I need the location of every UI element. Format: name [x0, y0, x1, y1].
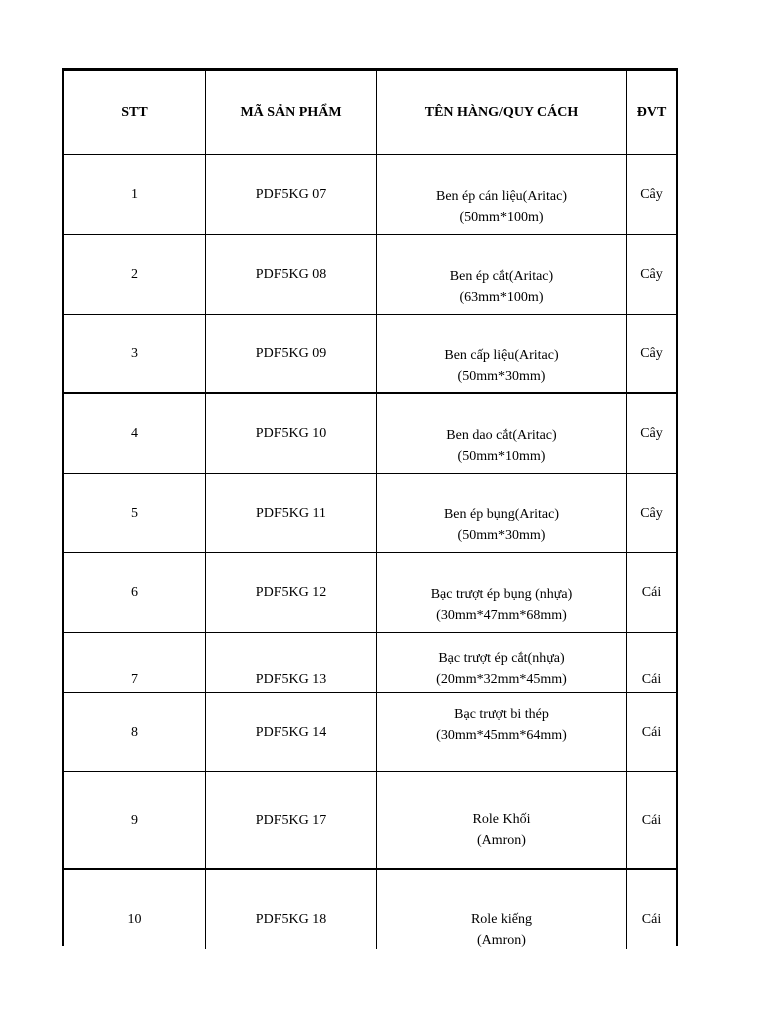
row-product-code: PDF5KG 07 — [206, 155, 377, 234]
row-product-code: PDF5KG 12 — [206, 553, 377, 632]
row-product-code: PDF5KG 09 — [206, 315, 377, 392]
table-row — [64, 474, 676, 553]
row-product-code: PDF5KG 10 — [206, 394, 377, 473]
row-product-name — [377, 772, 627, 868]
header-stt: STT — [64, 71, 206, 154]
name-line-1: Bạc trượt ép cắt(nhựa) — [438, 651, 565, 666]
name-line-1: Role Khối — [472, 812, 531, 827]
row-stt: 7 — [64, 633, 206, 692]
table-row — [64, 235, 676, 315]
row-unit: Cái — [641, 812, 662, 828]
name-line-2: (30mm*45mm*64mm) — [436, 728, 567, 743]
row-unit: Cây — [640, 505, 663, 521]
table-row — [64, 633, 676, 693]
row-unit: Cây — [640, 346, 663, 361]
table-header-row — [64, 71, 676, 155]
row-product-name — [377, 474, 627, 552]
name-line-1: Ben ép cán liệu(Aritac) — [436, 188, 567, 204]
row-product-name — [377, 315, 627, 392]
name-line-2: (50mm*30mm) — [457, 368, 546, 384]
row-product-code: PDF5KG 13 — [206, 633, 377, 692]
row-stt: 1 — [64, 155, 206, 234]
row-unit: Cái — [641, 912, 662, 927]
table-row — [64, 693, 676, 772]
header-product-code: MÃ SẢN PHẨM — [206, 71, 377, 154]
name-line-2: (50mm*100m) — [459, 209, 544, 225]
table-row — [64, 315, 676, 394]
row-unit: Cái — [641, 724, 662, 740]
row-stt: 2 — [64, 235, 206, 314]
row-stt: 8 — [64, 693, 206, 771]
name-line-2: (50mm*30mm) — [457, 528, 546, 543]
name-line-2: (Amron) — [476, 933, 526, 948]
row-unit: Cây — [640, 426, 663, 441]
name-line-1: Ben ép bụng(Aritac) — [443, 507, 560, 522]
name-line-2: (20mm*32mm*45mm) — [436, 672, 567, 687]
row-stt: 10 — [64, 870, 206, 949]
row-product-code: PDF5KG 08 — [206, 235, 377, 314]
row-product-name — [377, 155, 627, 234]
row-unit: Cái — [641, 585, 662, 600]
row-stt: 9 — [64, 772, 206, 868]
header-unit: ĐVT — [636, 105, 667, 120]
table-row — [64, 394, 676, 474]
name-line-1: Ben cấp liệu(Aritac) — [444, 347, 559, 363]
row-product-name — [377, 870, 627, 949]
row-unit: Cây — [640, 187, 663, 202]
header-product-name: TÊN HÀNG/QUY CÁCH — [377, 71, 627, 154]
row-product-name — [377, 633, 627, 692]
row-stt: 4 — [64, 394, 206, 473]
row-product-name — [377, 235, 627, 314]
row-product-code: PDF5KG 17 — [206, 772, 377, 868]
row-product-name — [377, 553, 627, 632]
name-line-1: Bạc trượt bi thép — [454, 707, 549, 722]
row-product-name — [377, 394, 627, 473]
row-product-code: PDF5KG 11 — [206, 474, 377, 552]
row-unit: Cây — [640, 267, 663, 282]
name-line-2: (50mm*10mm) — [457, 448, 546, 464]
row-stt: 5 — [64, 474, 206, 552]
table-row — [64, 870, 676, 949]
row-stt: 6 — [64, 553, 206, 632]
row-product-code: PDF5KG 18 — [206, 870, 377, 949]
name-line-1: Ben ép cắt(Aritac) — [449, 268, 554, 284]
table-row — [64, 772, 676, 870]
row-unit: Cái — [641, 672, 662, 687]
name-line-2: (63mm*100m) — [459, 289, 544, 305]
table-row — [64, 155, 676, 235]
name-line-1: Bạc trượt ép bụng (nhựa) — [430, 586, 573, 602]
row-product-code: PDF5KG 14 — [206, 693, 377, 771]
row-product-name — [377, 693, 627, 771]
product-table — [62, 68, 678, 946]
row-stt: 3 — [64, 315, 206, 392]
name-line-2: (30mm*47mm*68mm) — [436, 607, 567, 623]
name-line-2: (Amron) — [476, 833, 526, 848]
name-line-1: Ben dao cắt(Aritac) — [446, 427, 557, 443]
name-line-1: Role kiếng — [470, 912, 533, 927]
table-row — [64, 553, 676, 633]
